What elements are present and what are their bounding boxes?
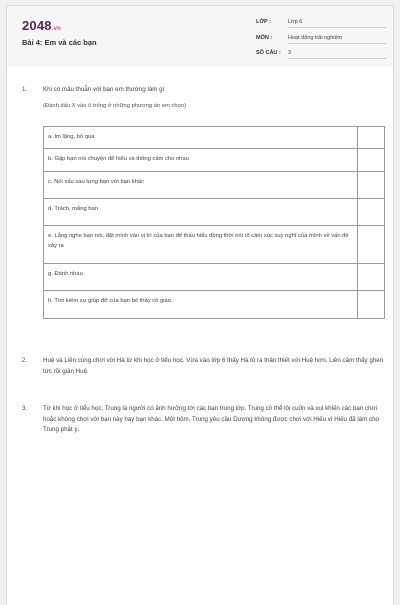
meta-label: MÔN : [256,35,273,41]
site-logo[interactable]: 2048.vn [22,18,62,33]
answer-checkbox[interactable] [358,199,385,226]
answer-checkbox[interactable] [358,149,385,172]
option-text: d. Trách, mắng bạn [44,199,358,226]
worksheet [6,5,394,605]
option-text: c. Nói xấu sau lưng bạn với bạn khác [44,172,358,199]
option-text: h. Tìm kiếm sự giúp đỡ của bạn bè thầy cô giáo. [44,291,358,319]
option-row [44,149,385,172]
meta-class-row [256,19,388,31]
option-row [44,199,385,226]
question-number: 2. [22,357,28,364]
worksheet-header [7,6,393,67]
lesson-title: Bài 4: Em và các bạn [22,38,97,47]
instruction-note: (Đánh dấu X vào ô trống ở những phương án em chọn) [43,103,186,109]
question-text: Từ khi học ở tiểu học, Trung là người có ảnh hưởng tới các bạn trong lớp. Trung có thể lôi cuốn và xui khiến các bạn chơi hoặc không chơi với bạn này hay bạn khác. Một hôm, Trung yêu cầu Dương không được chơi với Hiếu vì Hiếu đã làm cho Trung phật ý. [43,405,379,433]
meta-count-row [256,50,388,62]
question-number: 3. [22,405,28,412]
meta-label: LỚP : [256,19,271,25]
option-text: e. Lắng nghe bạn nói, đặt mình vào vị trí của bạn để thấu hiểu đồng thời nói rõ cảm xúc suy nghĩ của mình về vấn đề xảy ra [44,226,358,264]
meta-value: Hoạt động trải nghiệm [288,35,386,44]
option-text: b. Gặp bạn nói chuyện để hiểu và thông cảm cho nhau [44,149,358,172]
option-row [44,291,385,319]
meta-label: SỐ CÂU : [256,50,281,56]
options-table [43,126,385,319]
option-text: a. Im lặng, bỏ qua [44,127,358,149]
option-text: g. Đánh nhau [44,264,358,291]
question-number: 1. [22,86,28,93]
option-row [44,127,385,149]
option-row [44,226,385,264]
answer-checkbox[interactable] [358,291,385,319]
answer-checkbox[interactable] [358,172,385,199]
answer-checkbox[interactable] [358,264,385,291]
answer-checkbox[interactable] [358,226,385,264]
option-row [44,264,385,291]
question-text: Huệ và Liên cùng chơi với Hà từ khi học ở tiểu học. Vừa vào lớp 6 thấy Hà tỏ ra thân thiết với Huệ hơn, Liên cảm thấy ghen tức rồi giận Huệ. [43,357,384,375]
meta-value: 3 [288,50,386,59]
option-row [44,172,385,199]
question-text: Khi có mâu thuẫn với bạn em thường làm gì [43,86,165,93]
answer-checkbox[interactable] [358,127,385,149]
meta-value: Lớp 6 [288,19,386,28]
meta-subject-row [256,35,388,47]
